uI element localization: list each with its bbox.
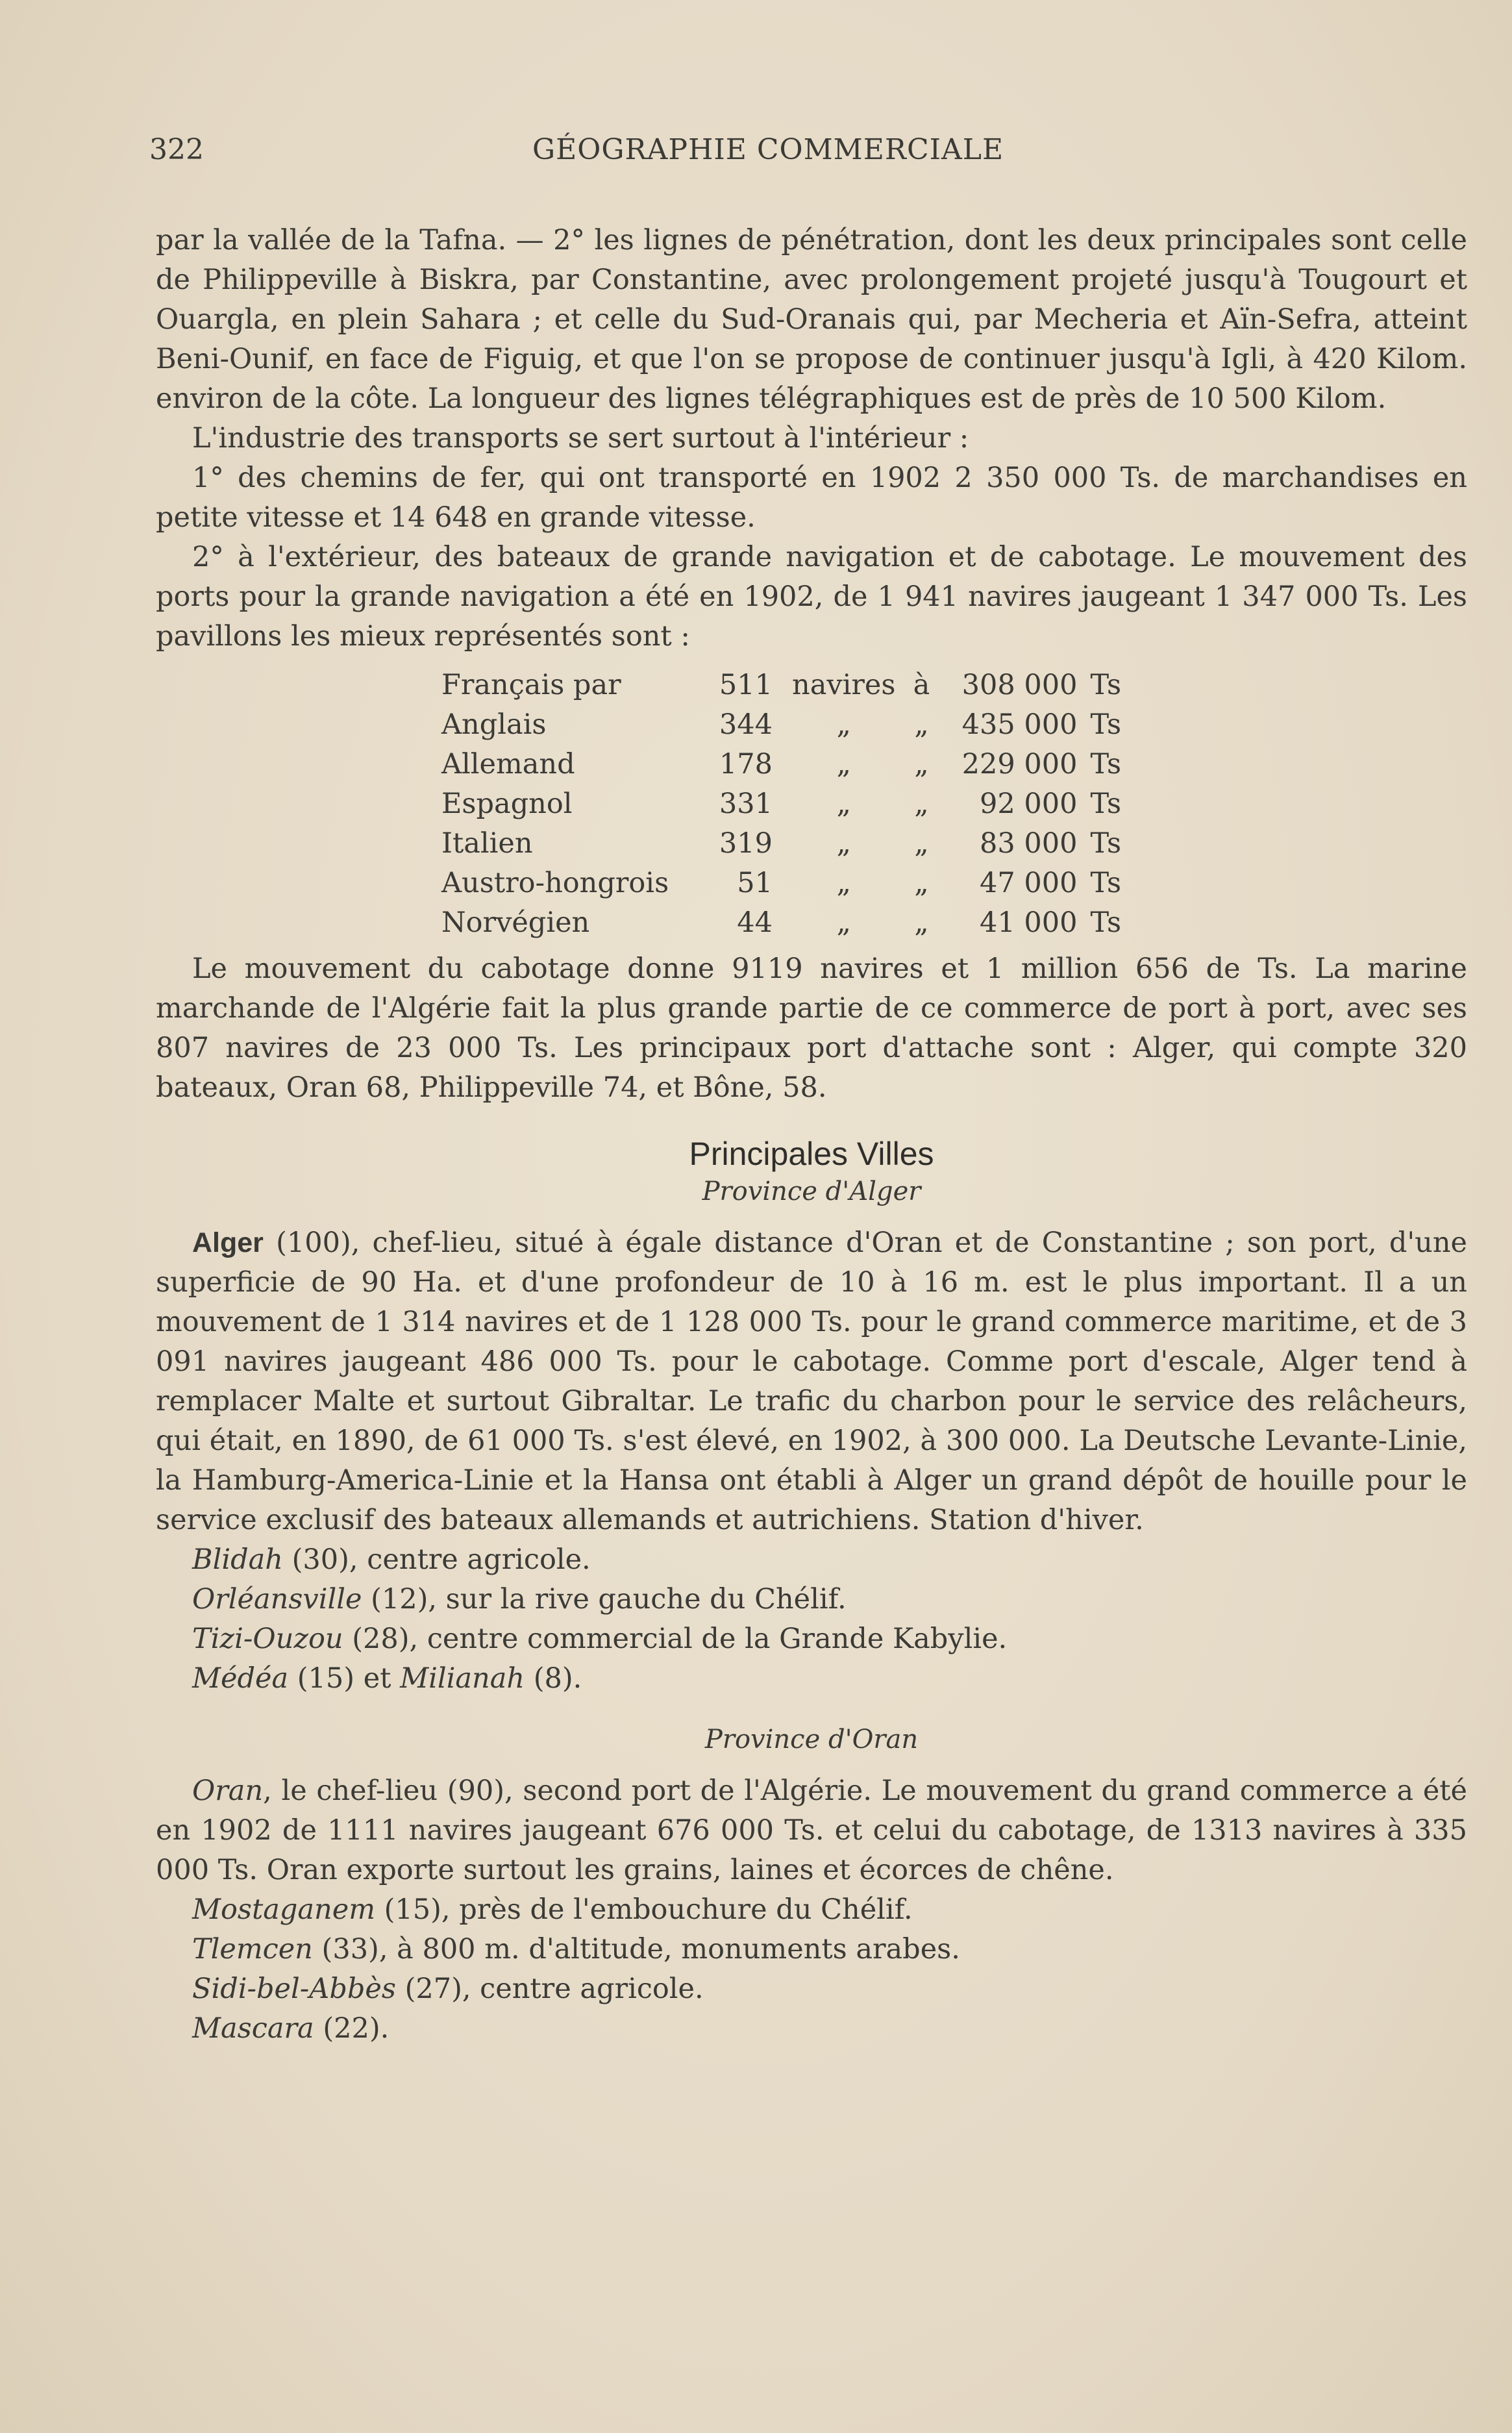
at-ditto: „: [914, 906, 929, 939]
at-ditto: „: [914, 708, 929, 741]
city-entry-medea-miliana: [156, 1659, 1467, 1699]
paragraph-cabotage: Le mouvement du cabotage donne 9119 navires et 1 million 656 de Ts. La marine marchande de l'Algérie fait la plus grande partie de ce commerce de port à port, avec ses 807 navires de 23 000 Ts. Les principaux port d'attache sont : Alger, qui compte 320 bateaux, Oran 68, Philippeville 74, et Bône, 58.: [156, 953, 1467, 1104]
paragraph-railways: 1° des chemins de fer, qui ont transporté en 1902 2 350 000 Ts. de marchandises en petite vitesse et 14 648 en grande vitesse.: [156, 462, 1467, 534]
section-title: Principales Villes: [689, 1136, 934, 1172]
city-entry-orleansville: [156, 1580, 1467, 1619]
tonnage: 83 000: [979, 827, 1078, 860]
paragraph-lines-penetration: par la vallée de la Tafna. — 2° les lignes de pénétration, dont les deux principales sont celle de Philippeville à Biskra, par Constantine, avec prolongement projeté jusqu'à Tougourt et Ouargla, en plein Sahara ; et celle du Sud-Oranais qui, par Mecheria et Aïn-Sefra, atteint Beni-Ounif, en face de Figuig, et que l'on se propose de continuer jusqu'à Igli, à 420 Kilom. environ de la côte. La longueur des lignes télégraphiques est de près de 10 500 Kilom.: [156, 224, 1467, 415]
city-entry-tlemcen: [156, 1930, 1467, 1969]
at-ditto: „: [914, 827, 929, 860]
page-header: [149, 133, 1058, 179]
ship-count: 344: [719, 708, 773, 741]
flags-table-row: [441, 745, 1129, 784]
flags-table-row: [441, 705, 1129, 745]
ship-count: 319: [719, 827, 773, 860]
page-number: 322: [149, 133, 204, 166]
flag-name: Espagnol: [441, 788, 573, 820]
flags-table-row: [441, 903, 1129, 943]
city-entry-oran: [156, 1771, 1467, 1890]
tonnage-unit: Ts: [1090, 867, 1122, 899]
flag-name: Italien: [441, 827, 533, 860]
city-name-orleansville: Orléansville: [192, 1583, 362, 1616]
city-text-sidi-bel-abbes: (27), centre agricole.: [395, 1973, 704, 2005]
city-name-oran: Oran: [192, 1775, 264, 1807]
city-name-mostaganem: Mostaganem: [192, 1893, 375, 1926]
city-entry-mascara: [156, 2009, 1467, 2049]
ship-count: 51: [737, 867, 773, 899]
flags-table-row: [441, 864, 1129, 903]
tonnage-unit: Ts: [1090, 827, 1122, 860]
ship-count: 44: [737, 906, 773, 939]
at-ditto: „: [914, 867, 929, 899]
tonnage-unit: Ts: [1090, 788, 1122, 820]
unit-ditto: „: [836, 708, 851, 741]
tonnage-unit: Ts: [1090, 669, 1122, 701]
city-name-medea: Médéa: [192, 1662, 289, 1695]
unit-label: navires: [792, 669, 896, 701]
province-oran-heading: Province d'Oran: [704, 1725, 919, 1754]
city-text-oran: , le chef-lieu (90), second port de l'Algérie. Le mouvement du grand commerce a été en 1902 de 1111 navires jaugeant 676 000 Ts. et celui du cabotage, de 1313 navires à 335 000 Ts. Oran exporte surtout les grains, laines et écorces de chêne.: [156, 1775, 1467, 1886]
tonnage: 229 000: [961, 748, 1078, 780]
city-name-sidi-bel-abbes: Sidi-bel-Abbès: [192, 1973, 396, 2005]
flag-name: Allemand: [441, 748, 575, 780]
flags-table-row: [441, 784, 1129, 824]
city-text-mascara: (22).: [314, 2012, 390, 2045]
ship-count: 511: [719, 669, 773, 701]
paragraph-shipping: 2° à l'extérieur, des bateaux de grande navigation et de cabotage. Le mouvement des ports pour la grande navigation a été en 1902, de 1 941 navires jaugeant 1 347 000 Ts. Les pavillons les mieux représentés sont :: [156, 541, 1467, 653]
city-name-miliana: Milianah: [400, 1662, 525, 1695]
city-name-mascara: Mascara: [192, 2012, 314, 2045]
city-entry-blidah: [156, 1540, 1467, 1580]
city-text-miliana: (8).: [525, 1662, 582, 1695]
unit-ditto: „: [836, 748, 851, 780]
tonnage: 41 000: [979, 906, 1078, 939]
unit-ditto: „: [836, 827, 851, 860]
tonnage: 92 000: [979, 788, 1078, 820]
tonnage: 435 000: [961, 708, 1078, 741]
flags-table-row: [441, 666, 1129, 705]
at-ditto: „: [914, 748, 929, 780]
city-text-orleansville: (12), sur la rive gauche du Chélif.: [362, 1583, 847, 1616]
at-ditto: „: [914, 788, 929, 820]
unit-ditto: „: [836, 788, 851, 820]
running-title: GÉOGRAPHIE COMMERCIALE: [532, 133, 1004, 166]
ship-count: 331: [719, 788, 773, 820]
flags-table-body: [441, 666, 1129, 943]
page-body: [156, 221, 1467, 2049]
tonnage: 308 000: [961, 669, 1078, 701]
ship-count: 178: [719, 748, 773, 780]
flag-name: Norvégien: [441, 906, 590, 939]
flag-name: Français par: [441, 669, 621, 701]
city-name-alger: Alger: [192, 1227, 264, 1258]
flags-table-row: [441, 824, 1129, 864]
flag-name: Anglais: [441, 708, 547, 741]
city-text-blidah: (30), centre agricole.: [282, 1543, 591, 1576]
city-entry-mostaganem: [156, 1890, 1467, 1930]
flags-table: [441, 666, 1129, 943]
at-label: à: [913, 669, 930, 701]
tonnage: 47 000: [979, 867, 1078, 899]
city-entry-tizi-ouzou: [156, 1619, 1467, 1659]
city-text-medea: (15) et: [288, 1662, 401, 1695]
city-text-alger: (100), chef-lieu, situé à égale distance d'Oran et de Constantine ; son port, d'une superficie de 90 Ha. et d'une profondeur de 10 à 16 m. est le plus important. Il a un mouvement de 1 314 navires et de 1 128 000 Ts. pour le grand commerce maritime, et de 3 091 navires jaugeant 486 000 Ts. pour le cabotage. Comme port d'escale, Alger tend à remplacer Malte et surtout Gibraltar. Le trafic du charbon pour le service des relâcheurs, qui était, en 1890, de 61 000 Ts. s'est élevé, en 1902, à 300 000. La Deutsche Levante-Linie, la Hamburg-America-Linie et la Hansa ont établi à Alger un grand dépôt de houille pour le service exclusif des bateaux allemands et autrichiens. Station d'hiver.: [156, 1227, 1467, 1536]
paragraph-transport-intro: L'industrie des transports se sert surtout à l'intérieur :: [192, 422, 969, 455]
city-entry-sidi-bel-abbes: [156, 1969, 1467, 2009]
unit-ditto: „: [836, 906, 851, 939]
tonnage-unit: Ts: [1090, 906, 1122, 939]
city-text-mostaganem: (15), près de l'embouchure du Chélif.: [375, 1893, 913, 1926]
city-name-tlemcen: Tlemcen: [192, 1933, 313, 1965]
unit-ditto: „: [836, 867, 851, 899]
province-alger-heading: Province d'Alger: [702, 1177, 921, 1206]
city-name-tizi-ouzou: Tizi-Ouzou: [192, 1623, 343, 1655]
flag-name: Austro-hongrois: [441, 867, 669, 899]
tonnage-unit: Ts: [1090, 748, 1122, 780]
city-text-tizi-ouzou: (28), centre commercial de la Grande Kabylie.: [343, 1623, 1008, 1655]
city-name-blidah: Blidah: [192, 1543, 283, 1576]
city-text-tlemcen: (33), à 800 m. d'altitude, monuments arabes.: [312, 1933, 960, 1965]
city-entry-alger: [156, 1223, 1467, 1540]
tonnage-unit: Ts: [1090, 708, 1122, 741]
